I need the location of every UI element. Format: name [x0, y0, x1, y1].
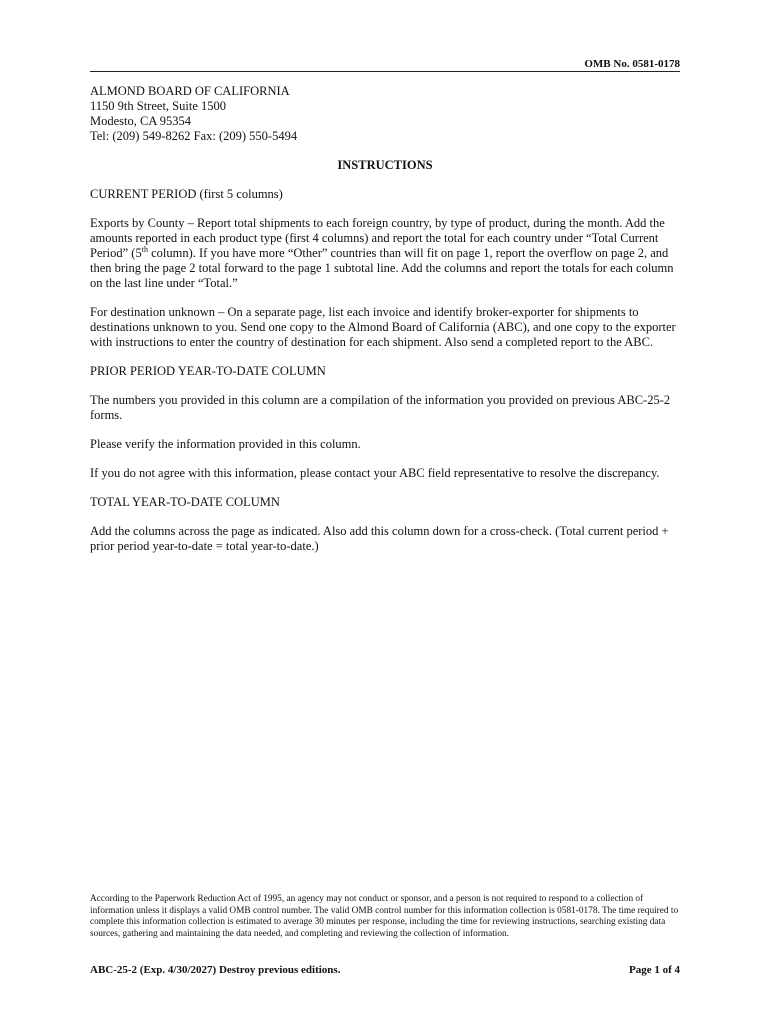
- paperwork-reduction-notice: According to the Paperwork Reduction Act of 1995, an agency may not conduct or sponsor, and a person is not required to respond to a collection of information unless it displays a valid OMB control number. The valid OMB control number for this information collection is 0581-0178. The time required to complete this information collection is estimated to average 30 minutes per response, including the time for reviewing instructions, searching existing data sources, gathering and maintaining the data needed, and completing and reviewing the collection of information.: [90, 894, 679, 940]
- page-title-text: INSTRUCTIONS: [337, 158, 433, 172]
- instructions-body: [90, 187, 682, 568]
- prior-period-paragraph: The numbers you provided in this column are a compilation of the information you provided on previous ABC-25-2 forms.: [90, 393, 671, 422]
- city-state-zip: Modesto, CA 95354: [90, 114, 192, 128]
- phone-fax: Tel: (209) 549-8262 Fax: (209) 550-5494: [90, 129, 298, 143]
- exports-by-county-paragraph: [90, 216, 682, 291]
- superscript-th: th: [141, 244, 148, 254]
- disagree-paragraph: If you do not agree with this information, please contact your ABC field representative to resolve the discrepancy.: [90, 466, 660, 480]
- page-number: Page 1 of 4: [628, 964, 680, 976]
- page-title: [90, 158, 680, 173]
- total-ytd-paragraph: Add the columns across the page as indicated. Also add this column down for a cross-check. (Total current period + prior period year-to-date = total year-to-date.): [90, 524, 669, 553]
- prior-period-heading: PRIOR PERIOD YEAR-TO-DATE COLUMN: [90, 364, 326, 378]
- destination-unknown-paragraph: For destination unknown – On a separate page, list each invoice and identify broker-exporter for shipments to destinations unknown to you. Send one copy to the Almond Board of California (ABC), and one copy to the exporter with instructions to enter the country of destination for each shipment. Also send a completed report to the ABC.: [90, 305, 676, 349]
- current-period-heading: CURRENT PERIOD (first 5 columns): [90, 187, 283, 201]
- omb-number: OMB No. 0581-0178: [584, 58, 680, 70]
- header-rule: [90, 71, 680, 72]
- total-ytd-heading: TOTAL YEAR-TO-DATE COLUMN: [90, 495, 280, 509]
- verify-paragraph: Please verify the information provided in this column.: [90, 437, 361, 451]
- address-block: [90, 84, 297, 144]
- organization-name: ALMOND BOARD OF CALIFORNIA: [90, 84, 290, 98]
- exports-by-county-text-2: column). If you have more “Other” countries than will fit on page 1, report the overflow on page 2, and then bring the page 2 total forward to the page 1 subtotal line. Add the columns and report the totals for each column on the last line under “Total.”: [90, 246, 674, 290]
- exports-by-county-text-1: Exports by County – Report total shipments to each foreign country, by type of product, during the month. Add the amounts reported in each product type (first 4 columns) and report the total for each country under “Total Current Period” (5: [90, 216, 665, 260]
- form-identifier: ABC-25-2 (Exp. 4/30/2027) Destroy previous editions.: [90, 964, 341, 976]
- street-address: 1150 9th Street, Suite 1500: [90, 99, 226, 113]
